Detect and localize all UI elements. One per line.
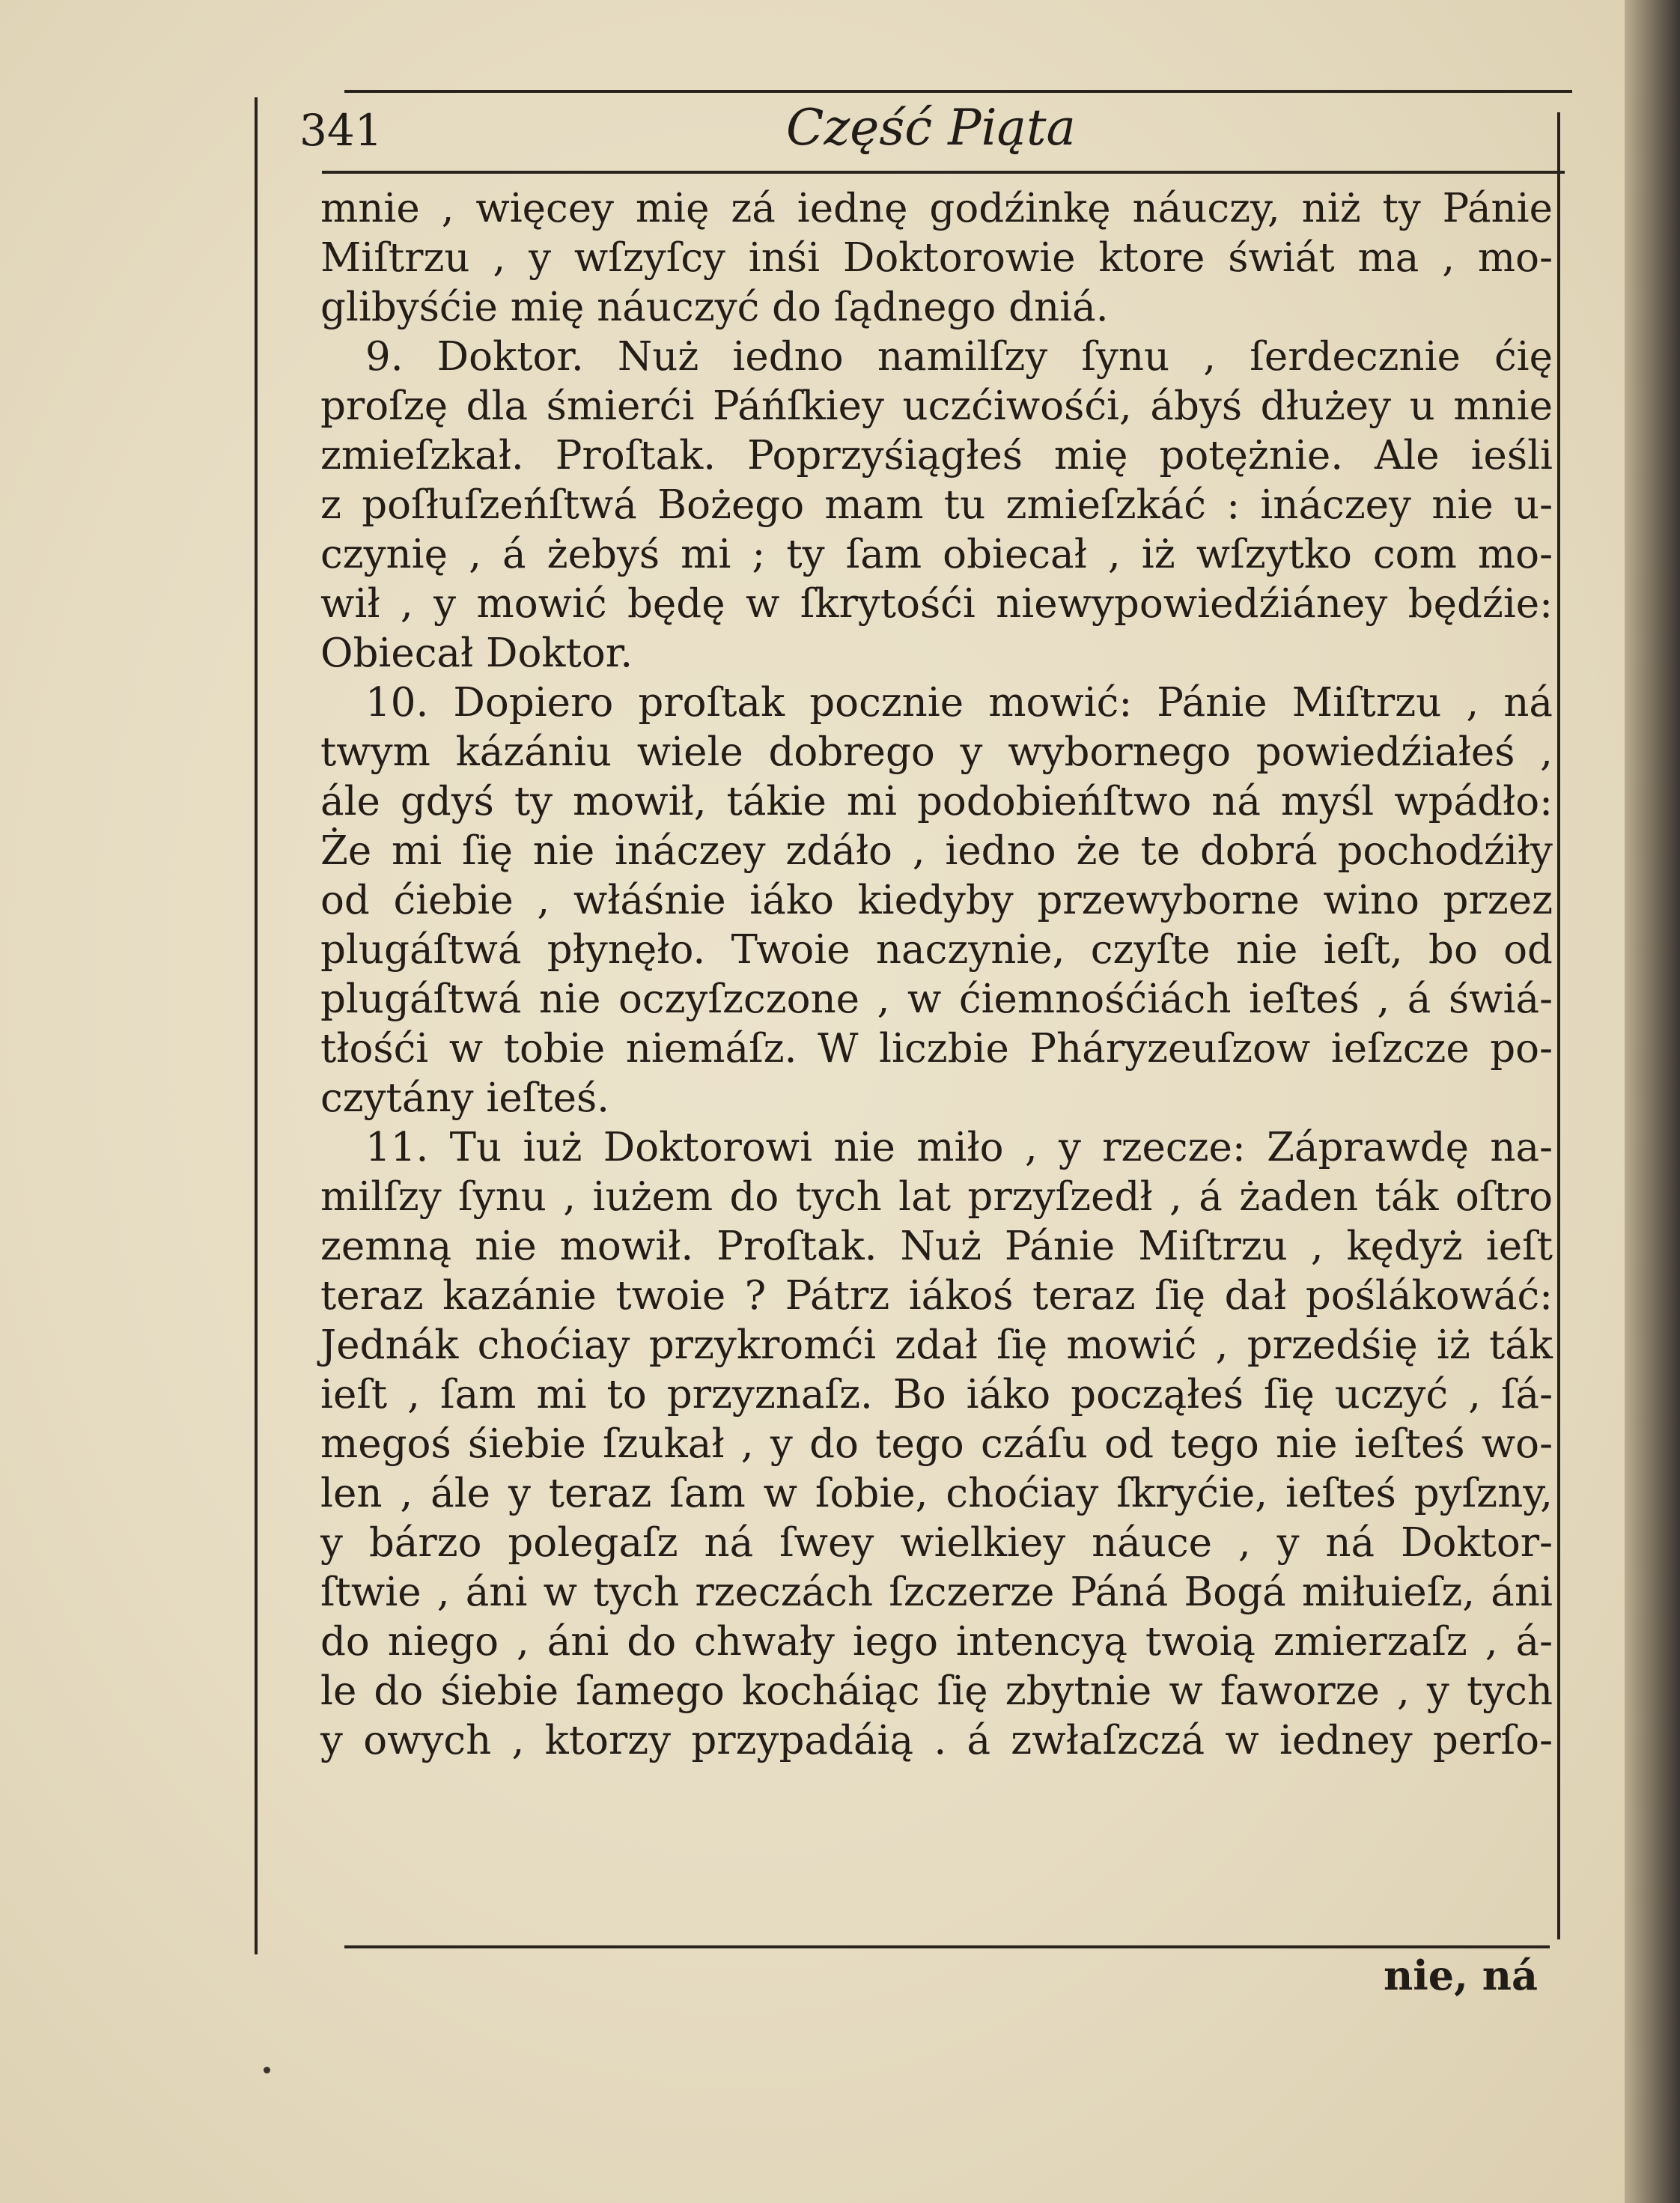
text-line: ále gdyś ty mowił, tákie mi podobieńſtwo ná myśl wpádło: bbox=[320, 779, 1553, 824]
text-line: glibyśćie mię náuczyć do ſądnego dniá. bbox=[320, 285, 1109, 330]
text-line: zemną nie mowił. Proſtak. Nuż Pánie Miſtrzu , kędyż ieſt bbox=[320, 1224, 1553, 1269]
text-line: len , ále y teraz ſam w ſobie, choćiay ſkryćie, ieſteś pyſzny, bbox=[320, 1471, 1553, 1516]
text-line: plugáſtwá nie oczyſzczone , w ćiemnośćiách ieſteś , á świá- bbox=[320, 976, 1553, 1022]
text-line: megoś śiebie ſzukał , y do tego czáſu od tego nie ieſteś wo- bbox=[320, 1421, 1553, 1467]
text-line: Jednák choćiay przykromći zdał ſię mowić , przedśię iż ták bbox=[320, 1322, 1553, 1368]
text-line: zmieſzkał. Proſtak. Poprzyśiągłeś mię potężnie. Ale ieśli bbox=[320, 433, 1553, 478]
text-line: od ćiebie , włáśnie iáko kiedyby przewyborne wino przez bbox=[320, 878, 1553, 923]
text-line: do niego , áni do chwały iego intencyą twoią zmierzaſz , á- bbox=[320, 1619, 1553, 1665]
text-line: proſzę dla śmierći Páńſkiey uczćiwośći, ábyś dłużey u mnie bbox=[320, 383, 1553, 429]
text-line: milſzy ſynu , iużem do tych lat przyſzedł , á żaden ták oſtro bbox=[320, 1174, 1553, 1220]
body-text bbox=[320, 184, 1553, 1766]
paper-speck bbox=[264, 2067, 270, 2073]
text-line: czytány ieſteś. bbox=[320, 1075, 610, 1121]
text-line: czynię , á żebyś mi ; ty ſam obiecał , iż wſzytko com mo- bbox=[320, 532, 1553, 577]
header-rule bbox=[322, 171, 1565, 174]
text-line: Obiecał Doktor. bbox=[320, 630, 633, 676]
top-rule bbox=[344, 90, 1572, 93]
text-line: mnie , więcey mię zá iednę godźinkę náuczy, niż ty Pánie bbox=[320, 186, 1553, 231]
text-line: 11. Tu iuż Doktorowi nie miło , y rzecze: Záprawdę na- bbox=[365, 1125, 1553, 1170]
text-line: y owych , ktorzy przypadáią . á zwłaſzczá w iedney perſo- bbox=[320, 1718, 1553, 1763]
text-line: 10. Dopiero proſtak pocznie mowić: Pánie Miſtrzu , ná bbox=[365, 680, 1553, 726]
text-line: le do śiebie ſamego kocháiąc ſię zbytnie w faworze , y tych bbox=[320, 1668, 1553, 1714]
page-number: 341 bbox=[299, 105, 383, 156]
text-line: plugáſtwá płynęło. Twoie naczynie, czyſte nie ieſt, bo od bbox=[320, 927, 1553, 973]
text-line: wił , y mowić będę w ſkrytośći niewypowiedźiáney będźie: bbox=[320, 581, 1553, 627]
text-line: y bárzo polegaſz ná ſwey wielkiey náuce , y ná Doktor- bbox=[320, 1520, 1553, 1566]
text-line: teraz kazánie twoie ? Pátrz iákoś teraz ſię dał poślákowáć: bbox=[320, 1273, 1553, 1319]
text-line: Miſtrzu , y wſzyſcy inśi Doktorowie ktore świát ma , mo- bbox=[320, 235, 1553, 281]
text-line: Że mi ſię nie ináczey zdáło , iedno że te dobrá pochodźiły bbox=[320, 828, 1553, 874]
text-line: tłośći w tobie niemáſz. W liczbie Pháryzeuſzow ieſzcze po- bbox=[320, 1026, 1553, 1072]
bottom-rule bbox=[344, 1945, 1550, 1948]
catchword: nie, ná bbox=[1384, 1951, 1538, 1999]
text-line: z poſłuſzeńſtwá Bożego mam tu zmieſzkáć : ináczey nie u- bbox=[320, 482, 1553, 528]
text-line: ſtwie , áni w tych rzeczách ſzczerze Páná Bogá miłuieſz, áni bbox=[320, 1570, 1553, 1615]
frame-left-rule bbox=[255, 97, 258, 1954]
text-line: ieſt , ſam mi to przyznaſz. Bo iáko począłeś ſię uczyć , ſá- bbox=[320, 1372, 1553, 1417]
running-title: Część Piąta bbox=[786, 99, 1076, 157]
text-line: twym kázániu wiele dobrego y wybornego powiedźiałeś , bbox=[320, 729, 1553, 775]
text-line: 9. Doktor. Nuż iedno namilſzy ſynu , ſerdecznie ćię bbox=[365, 334, 1553, 380]
page-edge-shadow bbox=[1625, 0, 1680, 2203]
frame-right-rule bbox=[1557, 112, 1560, 1939]
